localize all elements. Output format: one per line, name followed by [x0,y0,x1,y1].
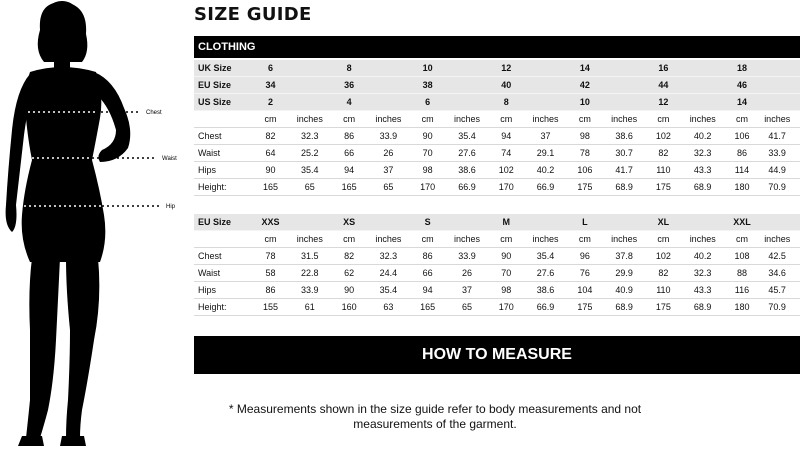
measurement-value: 65 [283,179,337,196]
units-row [194,231,800,248]
row-label: US Size [194,94,258,111]
spacer-cell [676,94,730,111]
measurement-value: 88 [730,265,755,282]
spacer-cell [283,77,337,94]
size-value: 12 [651,94,676,111]
unit-label: cm [258,231,283,248]
measurement-value: 35.4 [519,248,573,265]
measurement-value: 170 [415,179,440,196]
measurement-value: 96 [572,248,597,265]
spacer-cell [283,60,337,77]
spacer-cell [597,60,651,77]
measurement-value: 94 [337,162,362,179]
hip-label: Hip [166,204,176,210]
spacer-cell [440,60,494,77]
measurement-value: 78 [258,248,283,265]
measurement-value: 78 [572,145,597,162]
measurement-value: 165 [337,179,362,196]
clothing-header: CLOTHING [194,36,800,58]
measurement-value: 35.4 [440,128,494,145]
note-line-1: * Measurements shown in the size guide refer to body measurements and not [228,402,642,416]
measurement-value: 22.8 [283,265,337,282]
measurement-row [194,248,800,265]
unit-label: inches [754,231,800,248]
size-value: 34 [258,77,283,94]
unit-label: cm [337,111,362,128]
unit-label: inches [283,231,337,248]
measurement-row [194,145,800,162]
measurement-value: 108 [730,248,755,265]
measurement-value: 25.2 [283,145,337,162]
measurement-value: 61 [283,299,337,316]
unit-label: cm [651,111,676,128]
measurement-value: 74 [494,145,519,162]
measurement-value: 66 [415,265,440,282]
measurement-value: 37.8 [597,248,651,265]
unit-label: cm [494,231,519,248]
measurement-value: 40.9 [597,282,651,299]
note-line-2: measurements of the garment. [353,417,517,431]
measurement-value: 116 [730,282,755,299]
measurement-value: 102 [651,248,676,265]
measurement-value: 180 [730,299,755,316]
measurement-note [220,402,650,432]
measurement-value: 62 [337,265,362,282]
unit-label: inches [283,111,337,128]
measurement-value: 98 [494,282,519,299]
measurement-value: 35.4 [283,162,337,179]
spacer-cell [362,214,416,231]
spacer-cell [597,77,651,94]
measurement-row [194,265,800,282]
measurement-value: 40.2 [676,128,730,145]
measurement-value: 27.6 [519,265,573,282]
spacer-cell [440,94,494,111]
measurement-value: 165 [415,299,440,316]
measurement-value: 58 [258,265,283,282]
size-table-letter [194,214,800,316]
measurement-value: 32.3 [362,248,416,265]
measurement-value: 45.7 [754,282,800,299]
measurement-row [194,128,800,145]
measurement-value: 175 [651,179,676,196]
unit-label: cm [258,111,283,128]
unit-label: cm [415,231,440,248]
size-row [194,94,800,111]
size-value: 6 [415,94,440,111]
unit-label: inches [440,231,494,248]
measurement-value: 76 [572,265,597,282]
row-label: EU Size [194,214,258,231]
size-value: 40 [494,77,519,94]
measurement-value: 70.9 [754,299,800,316]
chest-label: Chest [146,110,162,116]
measurement-value: 175 [651,299,676,316]
size-value: 8 [494,94,519,111]
how-to-measure-banner: HOW TO MEASURE [194,336,800,374]
size-value: 6 [258,60,283,77]
measurement-value: 66 [337,145,362,162]
measurement-value: 82 [337,248,362,265]
size-value: 8 [337,60,362,77]
measurement-value: 175 [572,299,597,316]
measurement-value: 38.6 [519,282,573,299]
size-value: 4 [337,94,362,111]
measurement-value: 90 [415,128,440,145]
unit-label: inches [754,111,800,128]
spacer-cell [597,214,651,231]
measurement-value: 37 [362,162,416,179]
units-row-blank [194,231,258,248]
measurement-value: 155 [258,299,283,316]
measurement-row [194,282,800,299]
spacer-cell [676,214,730,231]
size-value: 36 [337,77,362,94]
measurement-value: 33.9 [754,145,800,162]
waist-label: Waist [162,156,177,162]
measurement-value: 26 [362,145,416,162]
size-row [194,214,800,231]
measurement-value: 38.6 [440,162,494,179]
size-value: 14 [730,94,755,111]
spacer-cell [519,214,573,231]
body-silhouette [0,0,190,450]
measurement-label: Chest [194,248,258,265]
row-label: EU Size [194,77,258,94]
measurement-value: 70.9 [754,179,800,196]
measurement-value: 33.9 [283,282,337,299]
unit-label: cm [494,111,519,128]
spacer-cell [754,60,800,77]
measurement-value: 63 [362,299,416,316]
measurement-label: Height: [194,179,258,196]
measurement-value: 86 [337,128,362,145]
size-value: 42 [572,77,597,94]
size-value: XL [651,214,676,231]
measurement-label: Waist [194,265,258,282]
measurement-value: 66.9 [519,299,573,316]
unit-label: cm [730,111,755,128]
measurement-value: 24.4 [362,265,416,282]
unit-label: inches [440,111,494,128]
measurement-value: 31.5 [283,248,337,265]
measurement-label: Hips [194,162,258,179]
measurement-value: 35.4 [362,282,416,299]
measurement-value: 26 [440,265,494,282]
spacer-cell [597,94,651,111]
spacer-cell [519,77,573,94]
measurement-value: 104 [572,282,597,299]
measurement-value: 175 [572,179,597,196]
page-title: SIZE GUIDE [194,4,312,25]
size-value: 10 [415,60,440,77]
measurement-value: 66.9 [519,179,573,196]
size-value: M [494,214,519,231]
measurement-value: 90 [494,248,519,265]
measurement-value: 37 [519,128,573,145]
size-value: 18 [730,60,755,77]
measurement-value: 66.9 [440,179,494,196]
measurement-value: 98 [572,128,597,145]
measurement-label: Chest [194,128,258,145]
spacer-cell [676,60,730,77]
spacer-cell [440,214,494,231]
measurement-value: 82 [651,265,676,282]
unit-label: inches [676,231,730,248]
unit-label: cm [730,231,755,248]
unit-label: inches [519,111,573,128]
size-value: 12 [494,60,519,77]
measurement-value: 170 [494,179,519,196]
spacer-cell [754,77,800,94]
measurement-value: 68.9 [597,299,651,316]
measurement-value: 106 [572,162,597,179]
measurement-value: 43.3 [676,162,730,179]
unit-label: inches [597,111,651,128]
measurement-value: 160 [337,299,362,316]
unit-label: cm [651,231,676,248]
size-row [194,60,800,77]
size-table-numeric [194,60,800,196]
measurement-value: 110 [651,162,676,179]
size-row [194,77,800,94]
measurement-value: 43.3 [676,282,730,299]
units-row-blank [194,111,258,128]
size-value: 16 [651,60,676,77]
measurement-value: 33.9 [362,128,416,145]
size-value: 46 [730,77,755,94]
measurement-value: 90 [258,162,283,179]
spacer-cell [440,77,494,94]
size-value: L [572,214,597,231]
spacer-cell [754,214,800,231]
size-value: XXS [258,214,283,231]
unit-label: cm [572,111,597,128]
measurement-value: 64 [258,145,283,162]
spacer-cell [676,77,730,94]
size-value: 14 [572,60,597,77]
measurement-value: 32.3 [676,145,730,162]
measurement-value: 68.9 [676,299,730,316]
size-value: XXL [730,214,755,231]
measurement-value: 165 [258,179,283,196]
measurement-label: Hips [194,282,258,299]
size-value: XS [337,214,362,231]
spacer-cell [519,60,573,77]
measurement-value: 102 [651,128,676,145]
measurement-value: 82 [651,145,676,162]
measurement-value: 82 [258,128,283,145]
measurement-value: 41.7 [754,128,800,145]
measurement-value: 34.6 [754,265,800,282]
spacer-cell [362,60,416,77]
measurement-value: 70 [494,265,519,282]
unit-label: inches [519,231,573,248]
measurement-label: Height: [194,299,258,316]
measurement-value: 70 [415,145,440,162]
unit-label: inches [597,231,651,248]
measurement-value: 106 [730,128,755,145]
unit-label: cm [572,231,597,248]
measurement-value: 40.2 [676,248,730,265]
measurement-value: 65 [440,299,494,316]
size-value: 44 [651,77,676,94]
measurement-value: 65 [362,179,416,196]
spacer-cell [283,94,337,111]
size-value: S [415,214,440,231]
measurement-value: 102 [494,162,519,179]
measurement-value: 90 [337,282,362,299]
measurement-value: 37 [440,282,494,299]
measurement-value: 29.1 [519,145,573,162]
measurement-value: 38.6 [597,128,651,145]
measurement-value: 86 [415,248,440,265]
spacer-cell [754,94,800,111]
measurement-value: 98 [415,162,440,179]
measurement-value: 29.9 [597,265,651,282]
measurement-value: 32.3 [283,128,337,145]
row-label: UK Size [194,60,258,77]
measurement-value: 41.7 [597,162,651,179]
measurement-value: 33.9 [440,248,494,265]
measurement-row [194,299,800,316]
spacer-cell [362,94,416,111]
measurement-value: 68.9 [676,179,730,196]
measurement-value: 40.2 [519,162,573,179]
measurement-value: 170 [494,299,519,316]
unit-label: cm [415,111,440,128]
size-value: 10 [572,94,597,111]
units-row [194,111,800,128]
size-value: 2 [258,94,283,111]
unit-label: inches [676,111,730,128]
unit-label: inches [362,111,416,128]
spacer-cell [519,94,573,111]
measurement-value: 44.9 [754,162,800,179]
measurement-value: 30.7 [597,145,651,162]
measurement-value: 110 [651,282,676,299]
unit-label: inches [362,231,416,248]
measurement-value: 94 [415,282,440,299]
size-value: 38 [415,77,440,94]
measurement-value: 94 [494,128,519,145]
measurement-row [194,179,800,196]
measurement-label: Waist [194,145,258,162]
spacer-cell [283,214,337,231]
measurement-value: 86 [730,145,755,162]
unit-label: cm [337,231,362,248]
measurement-value: 32.3 [676,265,730,282]
measurement-value: 86 [258,282,283,299]
spacer-cell [362,77,416,94]
measurement-row [194,162,800,179]
measurement-value: 114 [730,162,755,179]
measurement-value: 68.9 [597,179,651,196]
measurement-value: 180 [730,179,755,196]
measurement-value: 27.6 [440,145,494,162]
measurement-value: 42.5 [754,248,800,265]
